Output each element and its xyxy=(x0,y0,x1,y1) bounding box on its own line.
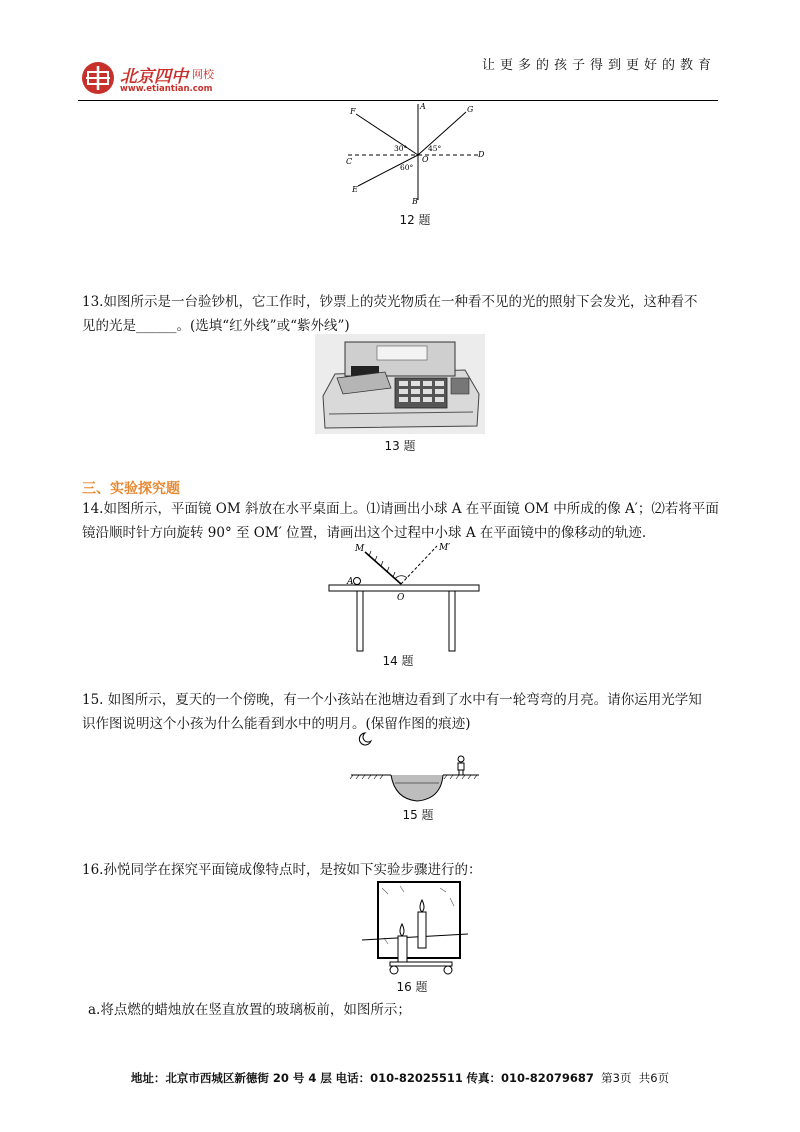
logo xyxy=(78,60,228,100)
logo-text: 北京四中 xyxy=(120,67,188,87)
angle-30: 30° xyxy=(394,144,408,153)
label-e: E xyxy=(352,185,358,194)
label-d: D xyxy=(478,150,485,159)
figure-12-caption: 12 题 xyxy=(399,213,431,227)
footer-phone: 010-82025511 xyxy=(370,1071,463,1085)
question-15-line-1: 15. 如图所示，夏天的一个傍晚，有一个小孩站在池塘边看到了水中有一轮弯弯的月亮。请你运用光学知 xyxy=(82,692,702,708)
ball-a xyxy=(354,578,361,585)
question-15-line-2: 识作图说明这个小孩为什么能看到水中的明月。(保留作图的痕迹) xyxy=(82,716,471,732)
footer-total: 共6页 xyxy=(638,1071,670,1085)
figure-15-diagram xyxy=(345,725,485,805)
figure-16-diagram xyxy=(360,878,470,978)
footer xyxy=(0,1070,800,1086)
label-b: B xyxy=(412,197,418,206)
flame-front-icon xyxy=(400,924,404,936)
child-head xyxy=(458,756,464,762)
label-g: G xyxy=(467,105,474,114)
table-leg-left xyxy=(357,591,363,651)
step-a: a.将点燃的蜡烛放在竖直放置的玻璃板前，如图所示； xyxy=(88,1002,411,1018)
figure-16-caption: 16 题 xyxy=(396,980,428,994)
label-c: C xyxy=(346,157,353,166)
slogan: 让更多的孩子得到更好的教育 xyxy=(481,58,716,73)
label-o: O xyxy=(422,155,429,164)
plate-base xyxy=(390,962,452,966)
footer-address: 北京市西城区新德街 20 号 4 层 xyxy=(165,1071,332,1085)
footer-page: 第3页 xyxy=(601,1071,632,1085)
mirror-om-prime xyxy=(401,546,437,584)
question-13 xyxy=(82,290,722,338)
footer-fax: 010-82079687 xyxy=(501,1071,594,1085)
label-m-prime: M′ xyxy=(439,543,451,553)
ray-fo xyxy=(356,114,418,155)
question-16-line-1: 16.孙悦同学在探究平面镜成像特点时，是按如下实验步骤进行的： xyxy=(82,862,482,878)
logo-text-small: 网校 xyxy=(192,68,214,81)
candle-front xyxy=(398,936,407,962)
question-13-line-1: 13.如图所示是一台验钞机，它工作时，钞票上的荧光物质在一种看不见的光的照射下会发光，这种看不 xyxy=(82,294,698,310)
question-14-line-1: 14.如图所示，平面镜 OM 斜放在水平桌面上。⑴请画出小球 A 在平面镜 OM 中所成的像 A′；⑵若将平面 xyxy=(82,501,719,517)
angle-45: 45° xyxy=(428,144,442,153)
mirror-om xyxy=(365,552,401,584)
child-body xyxy=(458,763,464,770)
section-title: 三、实验探究题 xyxy=(82,481,180,497)
question-14-line-2: 镜沿顺时针方向旋转 90° 至 OM′ 位置，请画出这个过程中小球 A 在平面镜中的像移动的轨迹. xyxy=(82,525,647,541)
footer-address-label: 地址： xyxy=(130,1071,166,1085)
logo-url: www.etiantian.com xyxy=(120,84,213,94)
moon-icon xyxy=(359,733,371,745)
figure-14-diagram xyxy=(325,538,485,654)
table-leg-right xyxy=(449,591,455,651)
candle-back xyxy=(418,912,426,948)
label-f: F xyxy=(350,107,356,116)
label-a: A xyxy=(347,577,354,587)
currency-detector-photo xyxy=(315,334,485,434)
figure-14-caption: 14 题 xyxy=(382,654,414,668)
figure-13-caption: 13 题 xyxy=(384,439,416,453)
figure-15-caption: 15 题 xyxy=(402,808,434,822)
label-a: A xyxy=(420,102,426,111)
angle-60: 60° xyxy=(400,163,414,172)
figure-12-diagram xyxy=(330,100,500,212)
footer-fax-label: 传真： xyxy=(466,1071,502,1085)
pond xyxy=(391,775,443,801)
footer-phone-label: 电话： xyxy=(335,1071,371,1085)
question-13-line-2: 见的光是______。(选填“红外线”或“紫外线”) xyxy=(82,318,350,334)
label-o: O xyxy=(397,593,405,603)
flame-back-icon xyxy=(420,900,424,912)
ray-go xyxy=(418,112,466,155)
label-m: M xyxy=(355,544,365,554)
